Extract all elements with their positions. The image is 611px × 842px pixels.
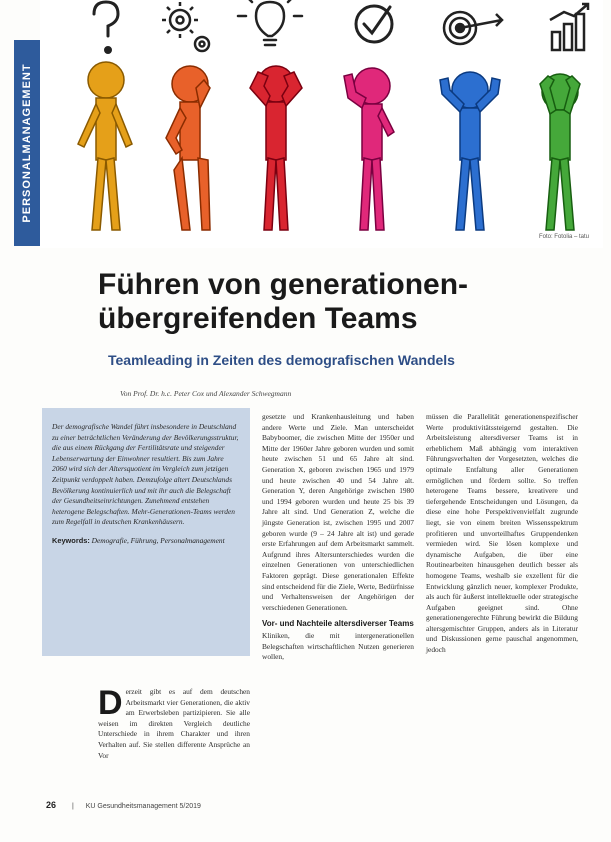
body-column-3 [426,412,578,656]
body-text-2b: Kliniken, die mit intergenerationellen Belegschaften wirtschaftlichen Nutzen generieren wollen, [262,631,414,662]
page-subtitle: Teamleading in Zeiten des demografischen Wandels [108,352,455,368]
checkmark-icon [356,6,392,42]
abstract-text: Der demografische Wandel führt insbesondere in Deutschland zu einer beträchtlichen Veränderung der Bevölkerungsstruktur, die aus einem Rückgang der Fertilitätsrate und steigender Lebenserwartung der Einwohner resultiert. Bis zum Jahre 2060 wird sich der Altersquotient im Vergleich zum jetzigen Zeitpunkt verdoppelt haben. Demzufolge altert Deutschlands Bevölkerung kontinuierlich und mit ihr auch die Belegschaft der Gesundheitseinrichtungen. Zunehmend entstehen heterogene Belegschaften. Mehr-Generationen-Teams werden zum Regelfall in deutschen Krankenhäusern. [52,422,239,527]
authors-line: Von Prof. Dr. h.c. Peter Cox und Alexander Schwegmann [120,389,292,398]
body-text-1: erzeit gibt es auf dem deutschen Arbeitsmarkt vier Generationen, die aktiv am Erwerbsleben partizipieren. Sie alle weisen im direkten Vergleich deutliche Unterschiede in ihrem Charakter und ihren Verhalten auf. Sie stellen differente Ansprüche an Vor [98,687,250,760]
lightbulb-icon [238,0,302,45]
body-column-1 [98,684,250,761]
body-text-2: gesetzte und Krankenhausleitung und haben andere Werte und Ziele. Man unterscheidet Babyboomer, die zwischen Mitte der 1950er und Mitte der 1960er Jahre geboren wurden und somit heute zwischen 51 und 65 Jahre alt sind. Generation X, geboren zwischen 1965 und 1979 und heute zwischen 40 und 54 Jahre alt. Generation Y, deren Angehörige zwischen 1980 und 1994 geboren wurden und heute 25 bis 39 Jahre alt sind. Und Generation Z, welche die jüngste Generation ist, zwischen 1995 und 2007 geboren wurde (9 – 24 Jahre alt ist) und gerade erste Erfahrungen auf dem Arbeitsmarkt sammelt. Aufgrund ihres Altersunterschiedes wurden die einzelnen Generationen von unterschiedlichen Faktoren geprägt. Diese generationalen Effekte sind entscheidend für die Ziele, Werte, Bedürfnisse und Verhaltensweisen der Angehörigen der verschiedenen Generationen. [262,412,414,612]
keywords-text: Demografie, Führung, Personalmanagement [91,535,225,545]
abstract-box [42,408,250,656]
hero-illustration [40,0,603,248]
page-footer [46,800,201,810]
figure-yellow [78,62,132,230]
drop-cap: D [98,684,123,722]
figure-red [250,66,302,230]
question-mark-icon [94,2,118,53]
section-label: PERSONALMANAGEMENT [21,63,33,223]
body-column-2 [262,412,414,663]
body-text-3: müssen die Parallelität generationenspezifischer Werte produktivitätssteigernd gestalten. Die Arbeitsleistung altersdiverser Teams ist in erheblichem Maß abhängig vom interaktiven Führungsverhalten der Vorgesetzten, welches die optimale Entfaltung aller Generationen ermöglichen und fördern sollte. So treffen heterogene Teams bessere, kreativere und tiefergehende Entscheidungen und Lösungen, da diese eine hohe Perspektivenvielfalt zugrunde liegt, sie von einem breiten Wissensspektrum profitieren und unvorteilhaftes Gruppendenken vermieden wird. Sie lösen komplexe und dynamische Aufgaben, die über eine Routinearbeiten hinausgehen deutlich besser als homogene Teams, weshalb sie exzellent für die Entwicklung gänzlich neuer, komplexer Produkte, als auch für äußerst intellektuelle oder strategische Aufgaben geeignet sind. Ohne generationengerechte Führung bewirkt die Bildung altersgemischter Gruppen, anders als in Literatur und Diskussionen gerne pauschal angenommen, jedoch [426,412,578,655]
keywords-label: Keywords: [52,535,90,545]
figure-blue [440,72,500,230]
bar-chart-icon [550,4,588,50]
footer-separator: | [71,803,74,810]
page-number: 26 [46,800,57,810]
keywords-line [52,536,240,547]
target-icon [444,12,502,44]
photo-credit: Foto: Fotolia – tatu [538,234,589,240]
gears-icon [162,2,209,51]
figure-pink [344,68,394,230]
page-title: Führen von generationen-übergreifenden Teams [98,268,469,335]
figure-orange [166,66,210,230]
section-tab [14,40,40,246]
journal-name: KU Gesundheitsmanagement 5/2019 [85,803,201,810]
figure-green [540,74,580,230]
section-heading: Vor- und Nachteile altersdiverser Teams [262,619,414,629]
